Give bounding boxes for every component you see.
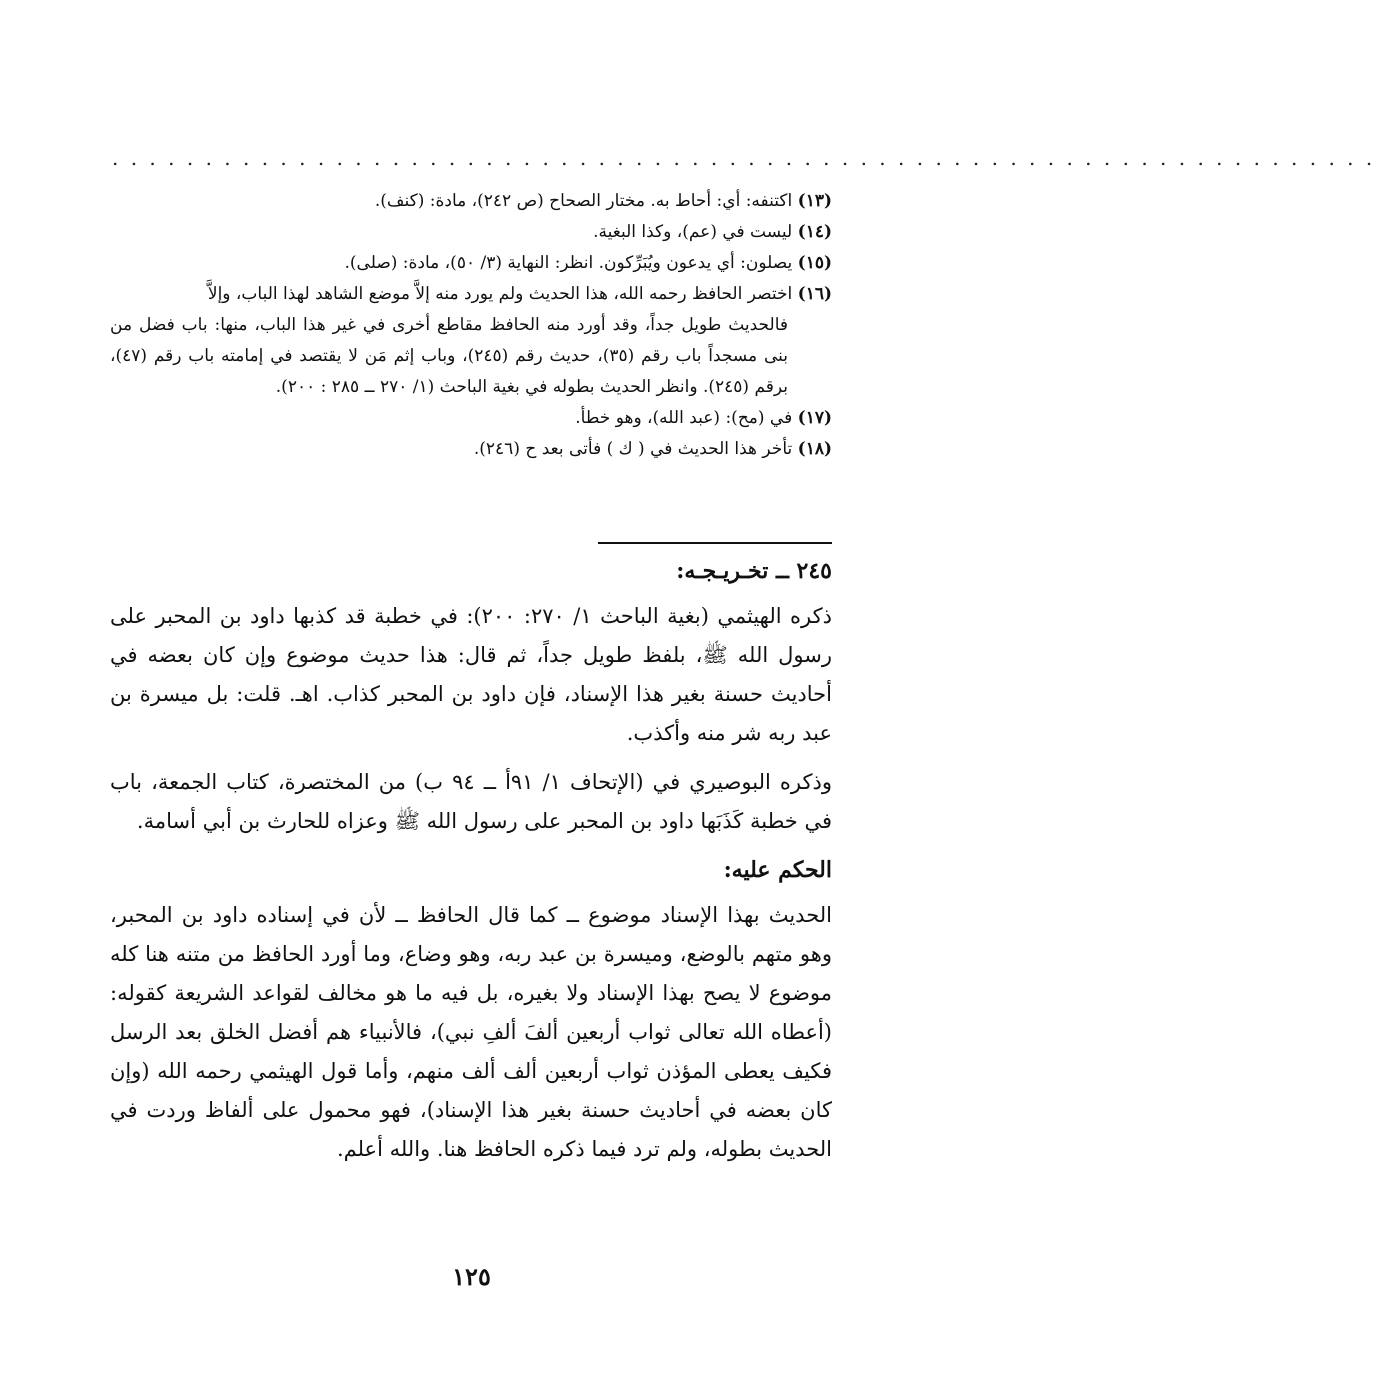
takhrij-paragraph-1	[110, 597, 832, 753]
footnote-text: يصلون: أي يدعون ويُبَرِّكون. انظر: النهاية (٣/ ٥٠)، مادة: (صلى).	[344, 253, 793, 273]
footnote-text: اختصر الحافظ رحمه الله، هذا الحديث ولم يورد منه إلاَّ موضع الشاهد لهذا الباب، وإلاَّ	[207, 284, 793, 304]
footnote-17	[110, 403, 832, 434]
footnote-number: (١٣)	[797, 191, 832, 211]
footnote-14	[110, 217, 832, 248]
footnote-15	[110, 248, 832, 279]
footnote-text: تأخر هذا الحديث في ( ك ) فأتى بعد ح (٢٤٦).	[473, 439, 793, 459]
takhrij-heading: ٢٤٥ ــ تخـريـجـه:	[676, 558, 832, 584]
footnote-number: (١٨)	[797, 439, 832, 459]
footnote-13	[110, 186, 832, 217]
footnotes	[110, 186, 832, 465]
footnote-text: اكتنفه: أي: أحاط به. مختار الصحاح (ص ٢٤٢)، مادة: (كنف).	[374, 191, 793, 211]
footnote-number: (١٦)	[797, 284, 832, 304]
paragraph-text: الحديث بهذا الإسناد موضوع ــ كما قال الحافظ ــ لأن في إسناده داود بن المحبر، وهو متهم بالوضع، وميسرة بن عبد ربه، وهو وضاع، وما أورد الحافظ من متنه هنا كله موضوع لا يصح بهذا الإسناد ولا بغيره، بل فيه ما هو مخالف لقواعد الشريعة كقوله: (أعطاه الله تعالى ثواب أربعين ألفَ ألفِ نبي)، فالأنبياء هم أفضل الخلق بعد الرسل فكيف يعطى المؤذن ثواب أربعين ألف ألف منهم، وأما قول الهيثمي رحمه الله (وإن كان بعضه في أحاديث حسنة بغير هذا الإسناد)، فهو محمول على ألفاظ وردت في الحديث بطوله، ولم ترد فيما ذكره الحافظ هنا. والله أعلم.	[110, 903, 832, 1161]
footnote-separator-dots: . . . . . . . . . . . . . . . . . . . . . . . . . . . . . . . . . . . . . . . . . . . . . . . . . . . . . . . . . . . . . . . . . . . .	[112, 146, 1375, 170]
hukm-paragraph	[110, 896, 832, 1169]
paragraph-text: ذكره الهيثمي (بغية الباحث ١/ ٢٧٠: ٢٠٠): في خطبة قد كذبها داود بن المحبر على رسول الله ﷺ، بلفظ طويل جداً، ثم قال: هذا حديث موضوع وإن كان بعضه في أحاديث حسنة بغير هذا الإسناد، فإن داود بن المحبر كذاب. اهـ. قلت: بل ميسرة بن عبد ربه شر منه وأكذب.	[110, 604, 832, 745]
footnote-continuation: فالحديث طويل جداً، وقد أورد منه الحافظ مقاطع أخرى في غير هذا الباب، منها: باب فضل من بنى مسجداً باب رقم (٣٥)، حديث رقم (٢٤٥)، وباب إثم مَن لا يقتصد في إمامته باب رقم (٤٧)، برقم (٢٤٥). وانظر الحديث بطوله في بغية الباحث (١/ ٢٧٠ ــ ٢٨٥ : ٢٠٠).	[110, 315, 788, 397]
footnote-number: (١٥)	[797, 253, 832, 273]
footnote-text: ليست في (عم)، وكذا البغية.	[593, 222, 793, 242]
main-text	[110, 552, 832, 1179]
hukm-heading: الحكم عليه:	[723, 857, 832, 883]
takhrij-paragraph-2	[110, 763, 832, 841]
footnote-number: (١٧)	[797, 408, 832, 428]
paragraph-text: وذكره البوصيري في (الإتحاف ١/ ٩١أ ــ ٩٤ ب) من المختصرة، كتاب الجمعة، باب في خطبة كَذَبَها داود بن المحبر على رسول الله ﷺ وعزاه للحارث بن أبي أسامة.	[110, 770, 832, 833]
footnote-16	[110, 279, 832, 403]
page-number: ١٢٥	[452, 1262, 491, 1291]
footnote-text: في (مح): (عبد الله)، وهو خطأ.	[575, 408, 793, 428]
section-divider	[598, 542, 832, 544]
footnote-18	[110, 434, 832, 465]
footnote-number: (١٤)	[797, 222, 832, 242]
